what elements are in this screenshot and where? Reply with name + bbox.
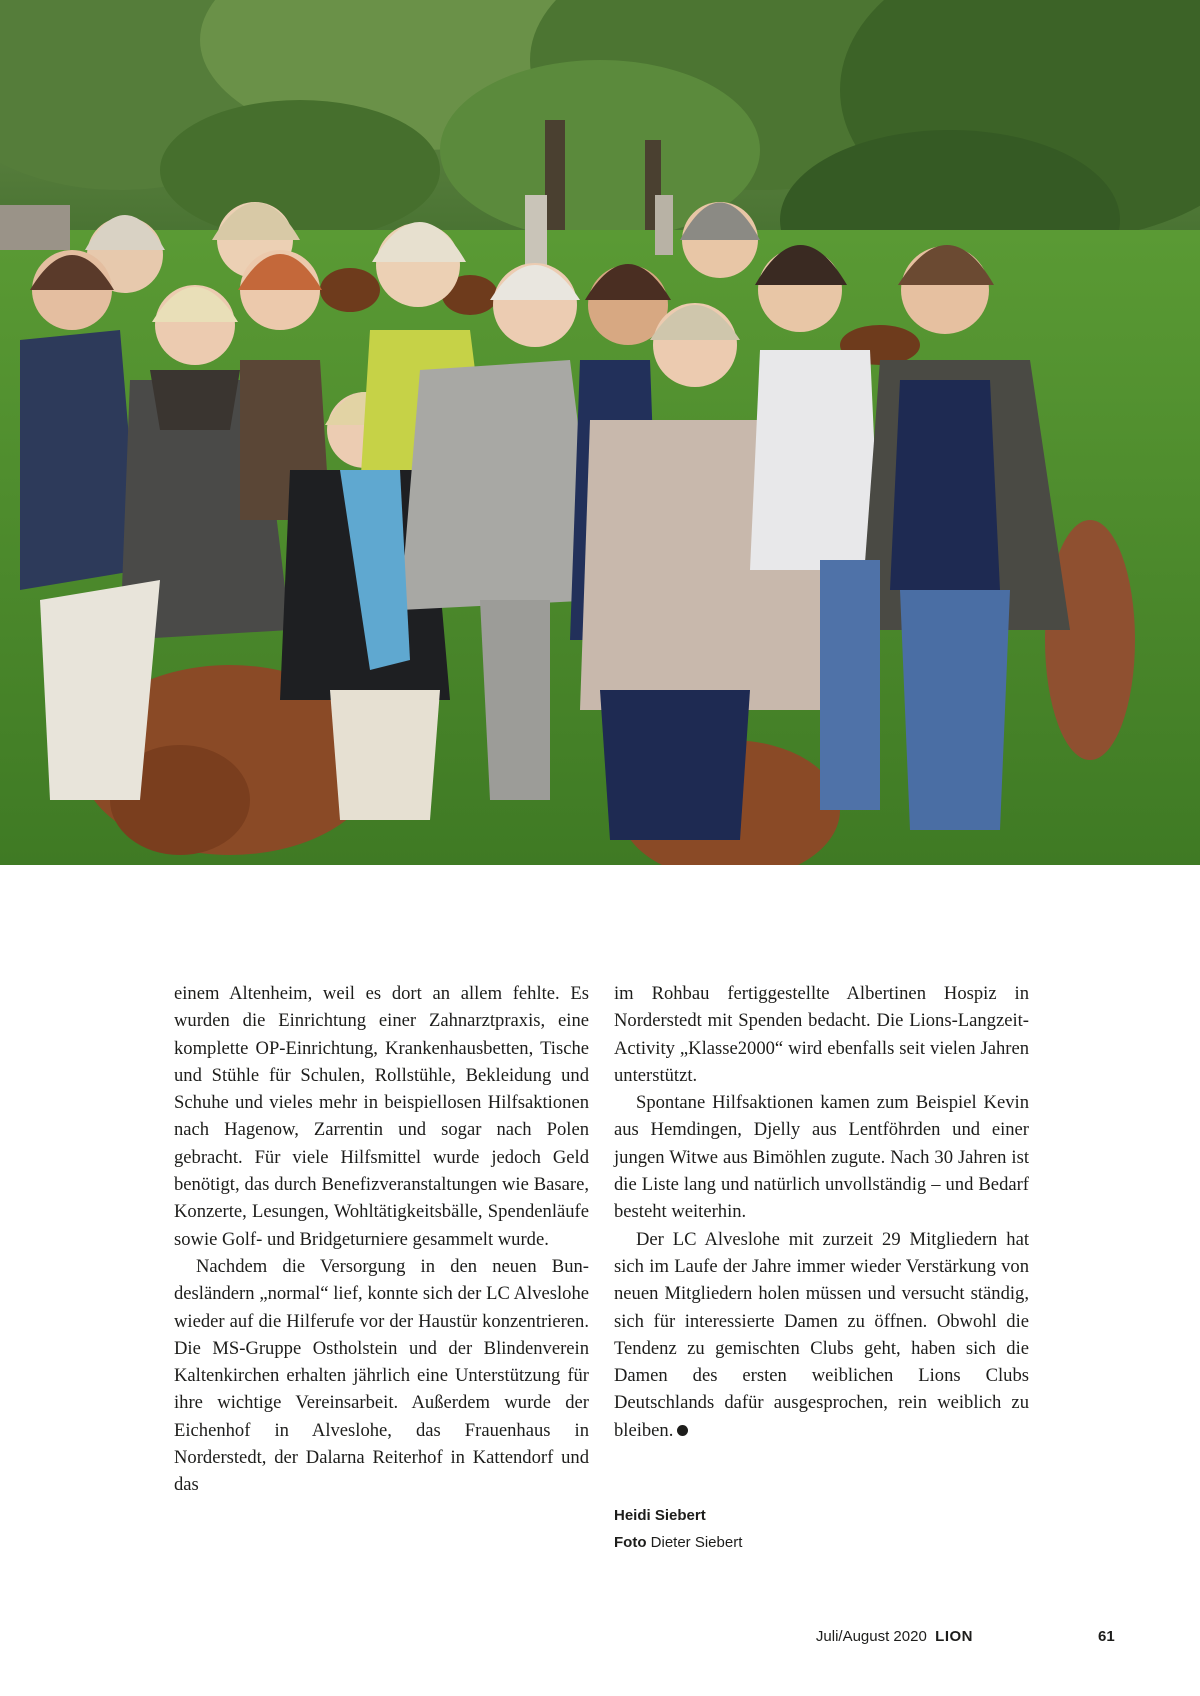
paragraph: Nachdem die Versorgung in den neuen Bundesländern „normal“ lief, konnte sich der LC Alveslohe wieder auf die Hilferufe vor der Haustür konzentrieren. Die MS-Gruppe Ostholstein und der Blindenverein Kaltenkirchen erhalten jährlich eine Unterstützung für ihre wichtige Vereinsarbeit. Außerdem wurde der Eichenhof in Alveslohe, das Frauenhaus in Norderstedt, der Dalarna Reiterhof in Kattendorf und das bbox=[174, 1255, 589, 1496]
photographer-name: Dieter Siebert bbox=[650, 1534, 743, 1551]
issue-info bbox=[816, 1628, 973, 1645]
article-left-column bbox=[174, 980, 589, 1499]
credits bbox=[614, 1502, 742, 1556]
paragraph: Spontane Hilfsaktionen kamen zum Beispiel Kevin aus Hemdingen, Djelly aus Lentföhrden und einer jungen Witwe aus Bimöhlen zugute. Nach 30 Jahren ist die Liste lang und natürlich unvollständig – und Bedarf besteht weiterhin. bbox=[614, 1092, 1029, 1223]
issue-date: Juli/August 2020 bbox=[815, 1628, 927, 1645]
photo-credit-label: Foto bbox=[614, 1534, 647, 1551]
author-name: Heidi Siebert bbox=[614, 1507, 706, 1524]
end-of-article-icon bbox=[677, 1425, 688, 1436]
article-right-column bbox=[614, 980, 1029, 1444]
paragraph: im Rohbau fertiggestellte Albertinen Hospiz in Norderstedt mit Spenden bedacht. Die Lions-Langzeit-Activity „Klasse2000“ wird ebenfalls seit vielen Jahren unterstützt. bbox=[614, 983, 1029, 1086]
paragraph-final bbox=[614, 1226, 1029, 1444]
magazine-name: LION bbox=[935, 1628, 973, 1645]
paragraph: einem Altenheim, weil es dort an allem fehlte. Es wurden die Einrichtung einer Zahnarztpraxis, eine komplette OP-Einrichtung, Krankenhausbetten, Tische und Stühle für Schulen, Rollstühle, Bekleidung und Schuhe und vieles mehr in beispiellosen Hilfsaktionen nach Hagenow, Zarrentin und sogar nach Polen gebracht. Für viele Hilfsmittel wurde jedoch Geld benötigt, das durch Benefizveranstaltungen wie Basare, Konzerte, Lesungen, Wohltätigkeitsbälle, Spendenläufe sowie Golf- und Bridgeturniere gesammelt wurde. bbox=[174, 983, 589, 1250]
paragraph-text: Der LC Alveslohe mit zurzeit 29 Mitgliedern hat sich im Laufe der Jahre immer wieder Verstärkung von neuen Mitgliedern holen müssen und versucht ständig, sich für interessierte Damen zu öffnen. Obwohl die Tendenz zu gemischten Clubs geht, haben sich die Damen des ersten weiblichen Lions Clubs Deutschlands dafür ausgesprochen, rein weiblich zu bleiben. bbox=[614, 1228, 1029, 1441]
page-number: 61 bbox=[1098, 1628, 1115, 1645]
